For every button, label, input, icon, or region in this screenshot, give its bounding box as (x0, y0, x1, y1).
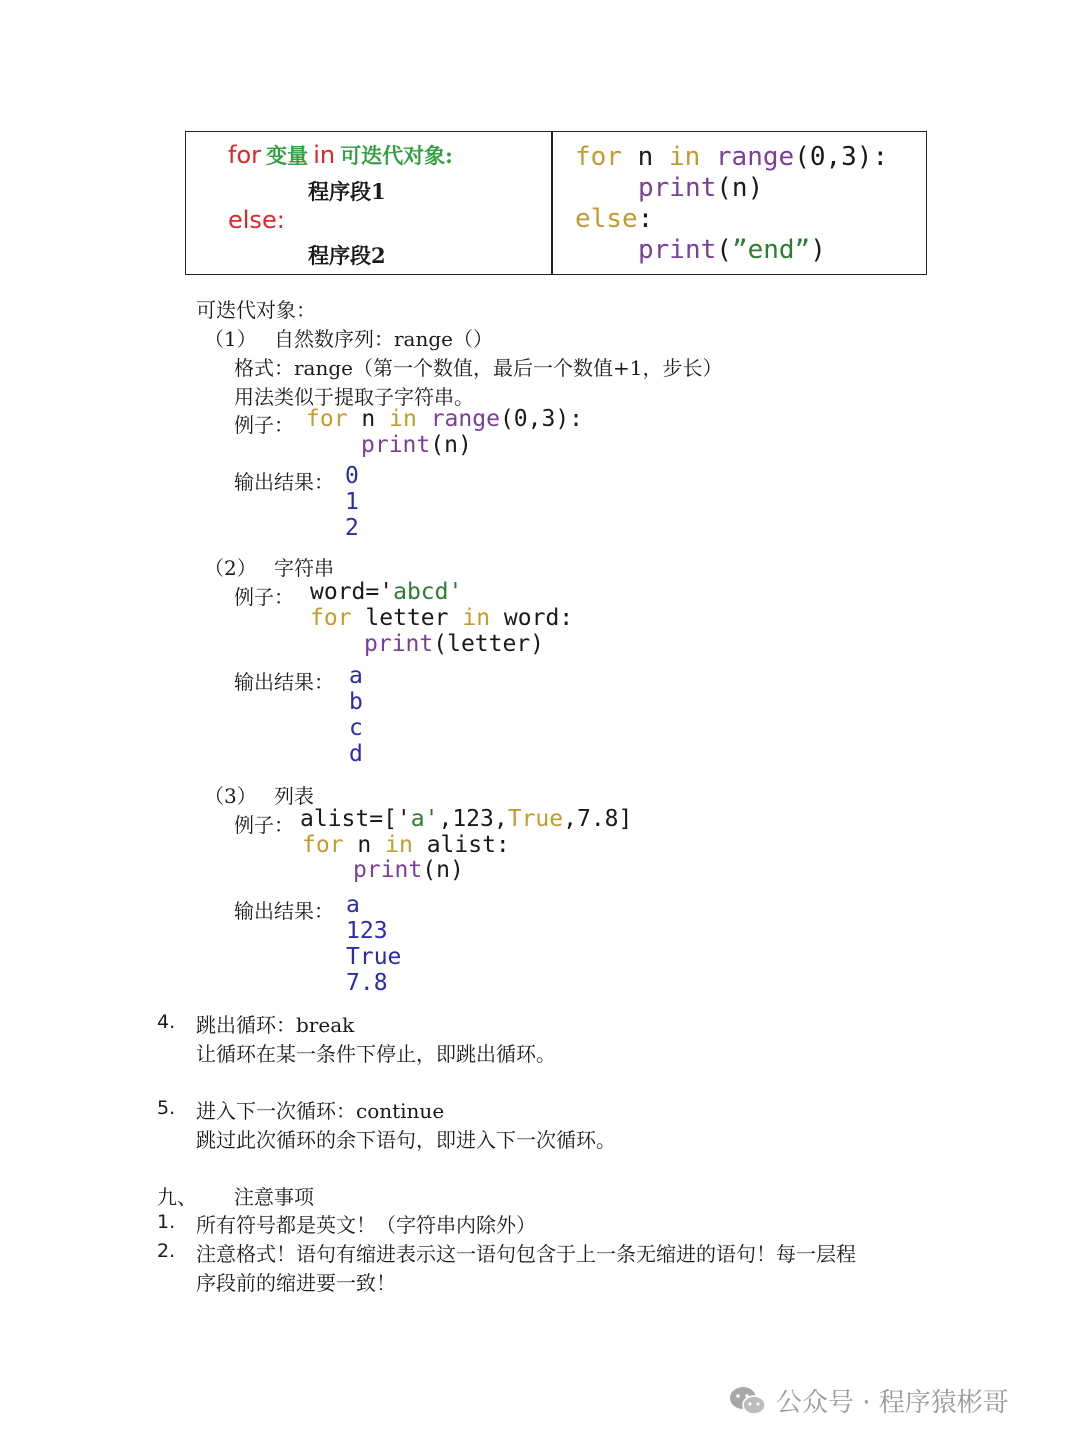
watermark-text: 公众号 · 程序猿彬哥 (776, 1388, 1009, 1418)
keyword-in: in (313, 141, 336, 169)
function-print: print (361, 432, 431, 458)
print-args: (letter) (433, 631, 545, 657)
range-args: (0,3): (794, 142, 889, 172)
syntax-block1: 程序段1 (308, 179, 386, 204)
variable-letter: letter (365, 605, 449, 631)
keyword-in: in (668, 142, 701, 172)
p5-title: 进入下一次循环：continue (196, 1099, 445, 1123)
syntax-block2: 程序段2 (308, 243, 386, 268)
string-a: a' (410, 806, 439, 832)
keyword-else: else (575, 204, 638, 234)
syntax-right-line2 (638, 173, 763, 203)
s3-output-3: 7.8 (346, 970, 388, 996)
range-args: (0,3): (499, 406, 584, 432)
s2-output-1: b (349, 689, 363, 715)
syntax-right-line1 (575, 142, 888, 172)
s2-title: 字符串 (274, 556, 334, 580)
string-abcd: abcd' (393, 579, 463, 605)
s1-number: （1） (204, 327, 257, 351)
p4-desc: 让循环在某一条件下停止，即跳出循环。 (196, 1042, 556, 1066)
s2-code-line3 (364, 631, 544, 657)
print-args: (n) (422, 857, 464, 883)
keyword-for: for (575, 142, 622, 172)
p5-number: 5. (157, 1097, 176, 1119)
syntax-else: else: (228, 206, 285, 234)
variable-alist: alist=[' (300, 806, 411, 832)
keyword-in: in (462, 605, 491, 631)
s3-title: 列表 (274, 784, 314, 808)
variable-n: n (357, 832, 372, 858)
s3-number: （3） (204, 784, 257, 808)
string-end: ”end” (731, 235, 811, 265)
function-range: range (430, 406, 500, 432)
s3-code-line1 (300, 806, 632, 832)
sec9-item1-text: 所有符号都是英文！（字符串内除外） (196, 1213, 536, 1237)
syntax-divider (551, 132, 553, 274)
s2-output-3: d (349, 741, 363, 767)
function-print: print (353, 857, 423, 883)
sec9-item2-number: 2. (157, 1240, 176, 1262)
syntax-left-line1 (228, 140, 453, 170)
s2-code-line2 (310, 605, 573, 631)
variable-n: n (637, 142, 654, 172)
s1-format: 格式：range（第一个数值，最后一个数值+1，步长） (234, 356, 723, 380)
sec9-number: 九、 (157, 1185, 197, 1209)
p5-desc: 跳过此次循环的余下语句，即进入下一次循环。 (196, 1128, 616, 1152)
s2-example-label: 例子： (234, 585, 294, 609)
function-print: print (364, 631, 434, 657)
wechat-icon (728, 1385, 768, 1417)
s2-output-label: 输出结果： (234, 670, 334, 694)
keyword-for: for (228, 141, 261, 169)
s1-output-2: 2 (345, 515, 359, 541)
else-colon: : (637, 204, 654, 234)
syntax-right-line4 (638, 235, 826, 265)
keyword-in: in (389, 406, 417, 432)
iterables-heading: 可迭代对象： (196, 298, 316, 322)
s1-output-1: 1 (345, 489, 359, 515)
syntax-right-line3 (575, 204, 653, 234)
s3-output-0: a (346, 892, 360, 918)
s3-code-line3 (353, 857, 464, 883)
function-print: print (638, 173, 717, 203)
s2-code-line1 (310, 579, 462, 605)
print-args: (n) (430, 432, 472, 458)
variable-alist: alist: (426, 832, 510, 858)
s1-example-label: 例子： (234, 413, 294, 437)
sec9-item2-text: 注意格式！语句有缩进表示这一语句包含于上一条无缩进的语句！每一层程 (196, 1242, 856, 1266)
s3-output-1: 123 (346, 918, 388, 944)
keyword-for: for (310, 605, 352, 631)
print-open-paren: ( (716, 235, 732, 265)
syntax-box (185, 131, 927, 275)
s3-code-line2 (302, 832, 510, 858)
function-print: print (638, 235, 717, 265)
p4-number: 4. (157, 1011, 176, 1033)
keyword-for: for (302, 832, 344, 858)
syntax-iterable: 可迭代对象: (340, 143, 453, 168)
variable-word: word=' (310, 579, 394, 605)
s2-output-0: a (349, 663, 363, 689)
p4-title: 跳出循环：break (196, 1013, 355, 1037)
variable-n: n (361, 406, 376, 432)
s3-example-label: 例子： (234, 813, 294, 837)
s1-output-0: 0 (345, 463, 359, 489)
s1-code-line1 (306, 406, 583, 432)
print-args: (n) (716, 173, 764, 203)
s2-number: （2） (204, 556, 257, 580)
s1-code-line2 (361, 432, 472, 458)
s3-output-label: 输出结果： (234, 899, 334, 923)
s1-title: 自然数序列：range（） (274, 327, 494, 351)
s3-output-2: True (346, 944, 402, 970)
s1-output-label: 输出结果： (234, 470, 334, 494)
print-close-paren: ) (810, 235, 826, 265)
keyword-in: in (385, 832, 413, 858)
sec9-title: 注意事项 (234, 1185, 314, 1209)
sec9-item1-number: 1. (157, 1211, 176, 1233)
s1-usage: 用法类似于提取子字符串。 (234, 385, 474, 409)
s2-output-2: c (349, 715, 363, 741)
keyword-true: True (507, 806, 564, 832)
list-end: ,7.8] (563, 806, 633, 832)
variable-word: word: (503, 605, 574, 631)
keyword-for: for (306, 406, 348, 432)
function-range: range (715, 142, 795, 172)
list-items: ,123, (438, 806, 508, 832)
watermark (728, 1382, 1009, 1419)
syntax-variable: 变量 (266, 143, 309, 168)
sec9-item2-text-cont: 序段前的缩进要一致！ (196, 1271, 396, 1295)
